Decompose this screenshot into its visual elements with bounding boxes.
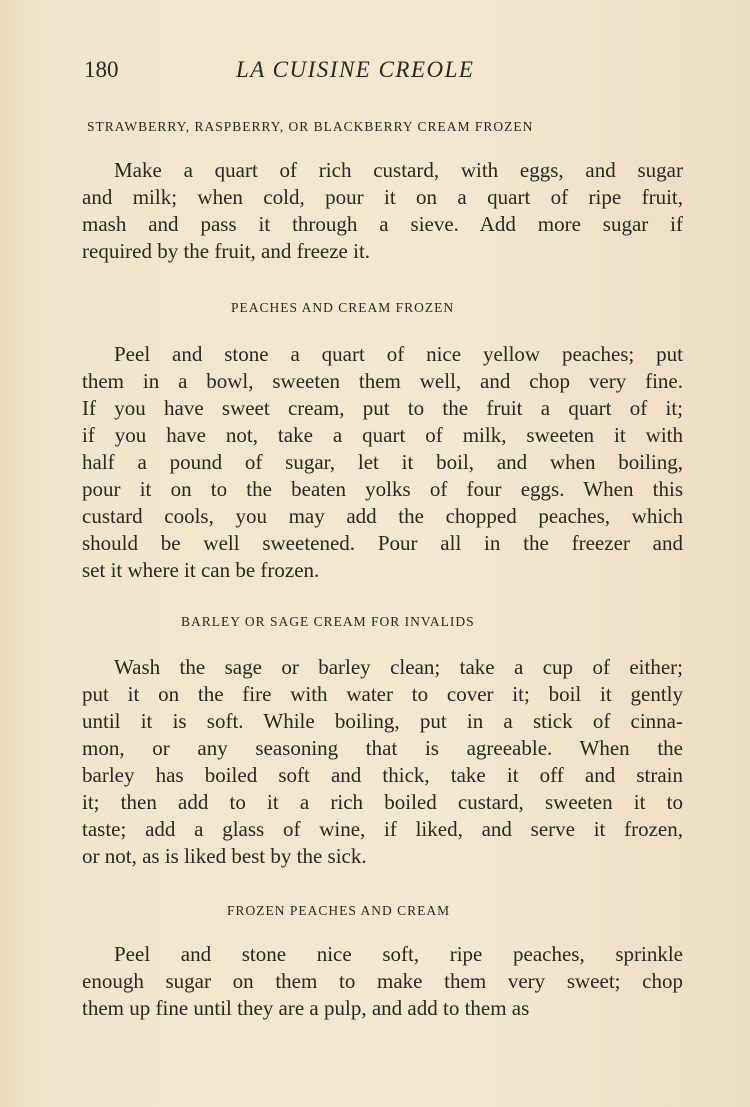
- text-line: Peel and stone nice soft, ripe peaches, sprinkle: [114, 942, 683, 966]
- text-line: if you have not, take a quart of milk, sweeten it with: [82, 423, 683, 447]
- text-line: Make a quart of rich custard, with eggs, and sugar: [114, 158, 683, 182]
- text-line: should be well sweetened. Pour all in the freezer and: [82, 531, 683, 555]
- recipe-heading: FROZEN PEACHES AND CREAM: [227, 903, 451, 918]
- text-line: mon, or any seasoning that is agreeable. When the: [82, 736, 683, 760]
- page-number: 180: [84, 57, 119, 82]
- text-line: it; then add to it a rich boiled custard, sweeten it to: [82, 790, 683, 814]
- recipe-heading: STRAWBERRY, RASPBERRY, OR BLACKBERRY CREAM FROZEN: [87, 119, 534, 134]
- text-line: enough sugar on them to make them very sweet; chop: [82, 969, 683, 993]
- recipe-heading: PEACHES AND CREAM FROZEN: [231, 300, 455, 315]
- text-line: them in a bowl, sweeten them well, and chop very fine.: [82, 369, 683, 393]
- recipe-heading: BARLEY OR SAGE CREAM FOR INVALIDS: [181, 614, 475, 629]
- recipe-paragraph: [82, 341, 683, 584]
- text-line: put it on the fire with water to cover it; boil it gently: [82, 682, 683, 706]
- text-line: or not, as is liked best by the sick.: [82, 844, 367, 868]
- text-line: barley has boiled soft and thick, take it off and strain: [82, 763, 683, 787]
- text-line: Wash the sage or barley clean; take a cup of either;: [114, 655, 683, 679]
- text-line: them up fine until they are a pulp, and add to them as: [82, 996, 530, 1020]
- text-line: half a pound of sugar, let it boil, and when boiling,: [82, 450, 683, 474]
- text-line: mash and pass it through a sieve. Add more sugar if: [82, 212, 683, 236]
- recipe-paragraph: [82, 157, 683, 265]
- text-line: pour it on to the beaten yolks of four eggs. When this: [82, 477, 683, 501]
- text-line: Peel and stone a quart of nice yellow peaches; put: [114, 342, 683, 366]
- text-line: until it is soft. While boiling, put in a stick of cinna-: [82, 709, 683, 733]
- recipe-paragraph: [82, 941, 683, 1022]
- text-line: If you have sweet cream, put to the fruit a quart of it;: [82, 396, 683, 420]
- text-line: and milk; when cold, pour it on a quart of ripe fruit,: [82, 185, 683, 209]
- text-line: taste; add a glass of wine, if liked, and serve it frozen,: [82, 817, 683, 841]
- running-title: LA CUISINE CREOLE: [236, 57, 475, 82]
- text-line: custard cools, you may add the chopped peaches, which: [82, 504, 683, 528]
- text-line: set it where it can be frozen.: [82, 558, 320, 582]
- recipe-paragraph: [82, 654, 683, 870]
- text-line: required by the fruit, and freeze it.: [82, 239, 371, 263]
